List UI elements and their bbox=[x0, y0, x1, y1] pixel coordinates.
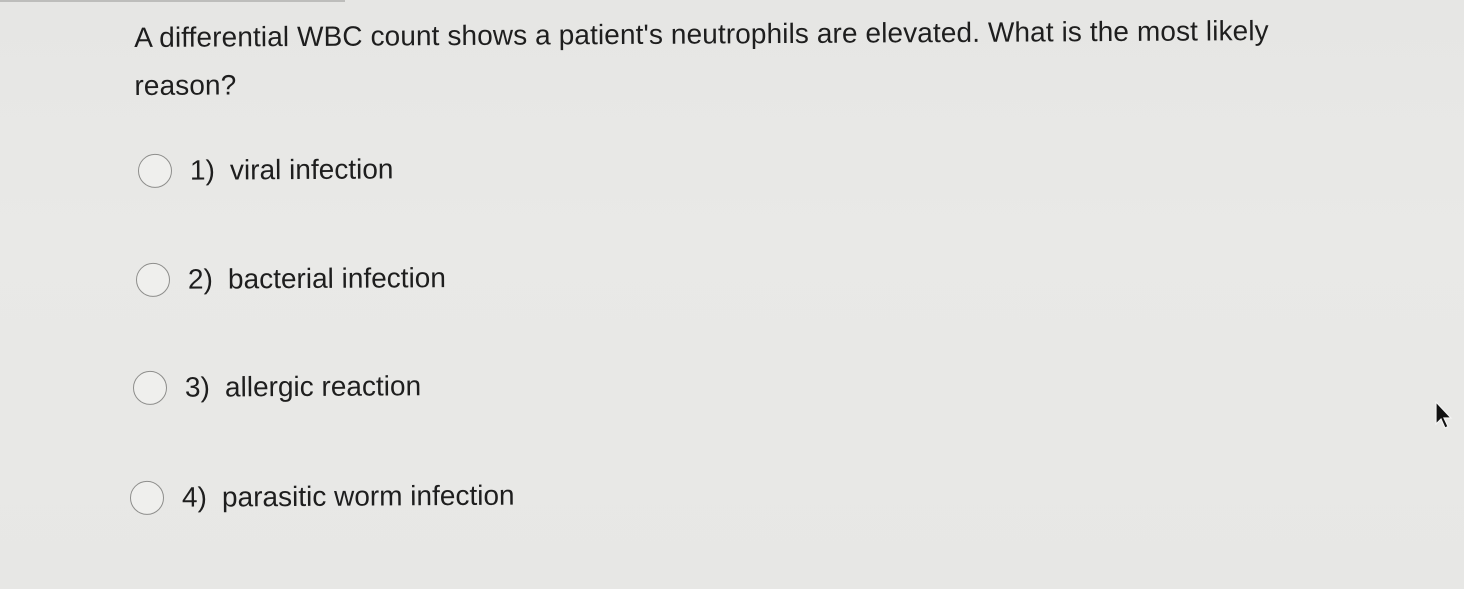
radio-circle-icon[interactable] bbox=[133, 371, 167, 405]
option-label: parasitic worm infection bbox=[221, 479, 515, 513]
question-text: A differential WBC count shows a patient's neutrophils are elevated. What is the most likely reason? bbox=[134, 15, 1269, 101]
option-3[interactable] bbox=[133, 369, 421, 405]
option-4[interactable] bbox=[130, 479, 515, 515]
radio-circle-icon[interactable] bbox=[136, 263, 170, 297]
option-number: 4) bbox=[181, 481, 207, 513]
option-number: 1) bbox=[189, 154, 215, 186]
option-1[interactable] bbox=[138, 152, 394, 188]
option-number: 3) bbox=[184, 371, 210, 403]
radio-circle-icon[interactable] bbox=[138, 154, 172, 188]
option-label: allergic reaction bbox=[224, 370, 422, 403]
option-label: viral infection bbox=[229, 153, 394, 186]
mouse-pointer-icon bbox=[1434, 400, 1456, 430]
top-divider bbox=[0, 0, 345, 2]
option-number: 2) bbox=[187, 263, 213, 295]
option-label: bacterial infection bbox=[227, 262, 446, 295]
option-2[interactable] bbox=[136, 261, 446, 297]
radio-circle-icon[interactable] bbox=[130, 481, 164, 515]
